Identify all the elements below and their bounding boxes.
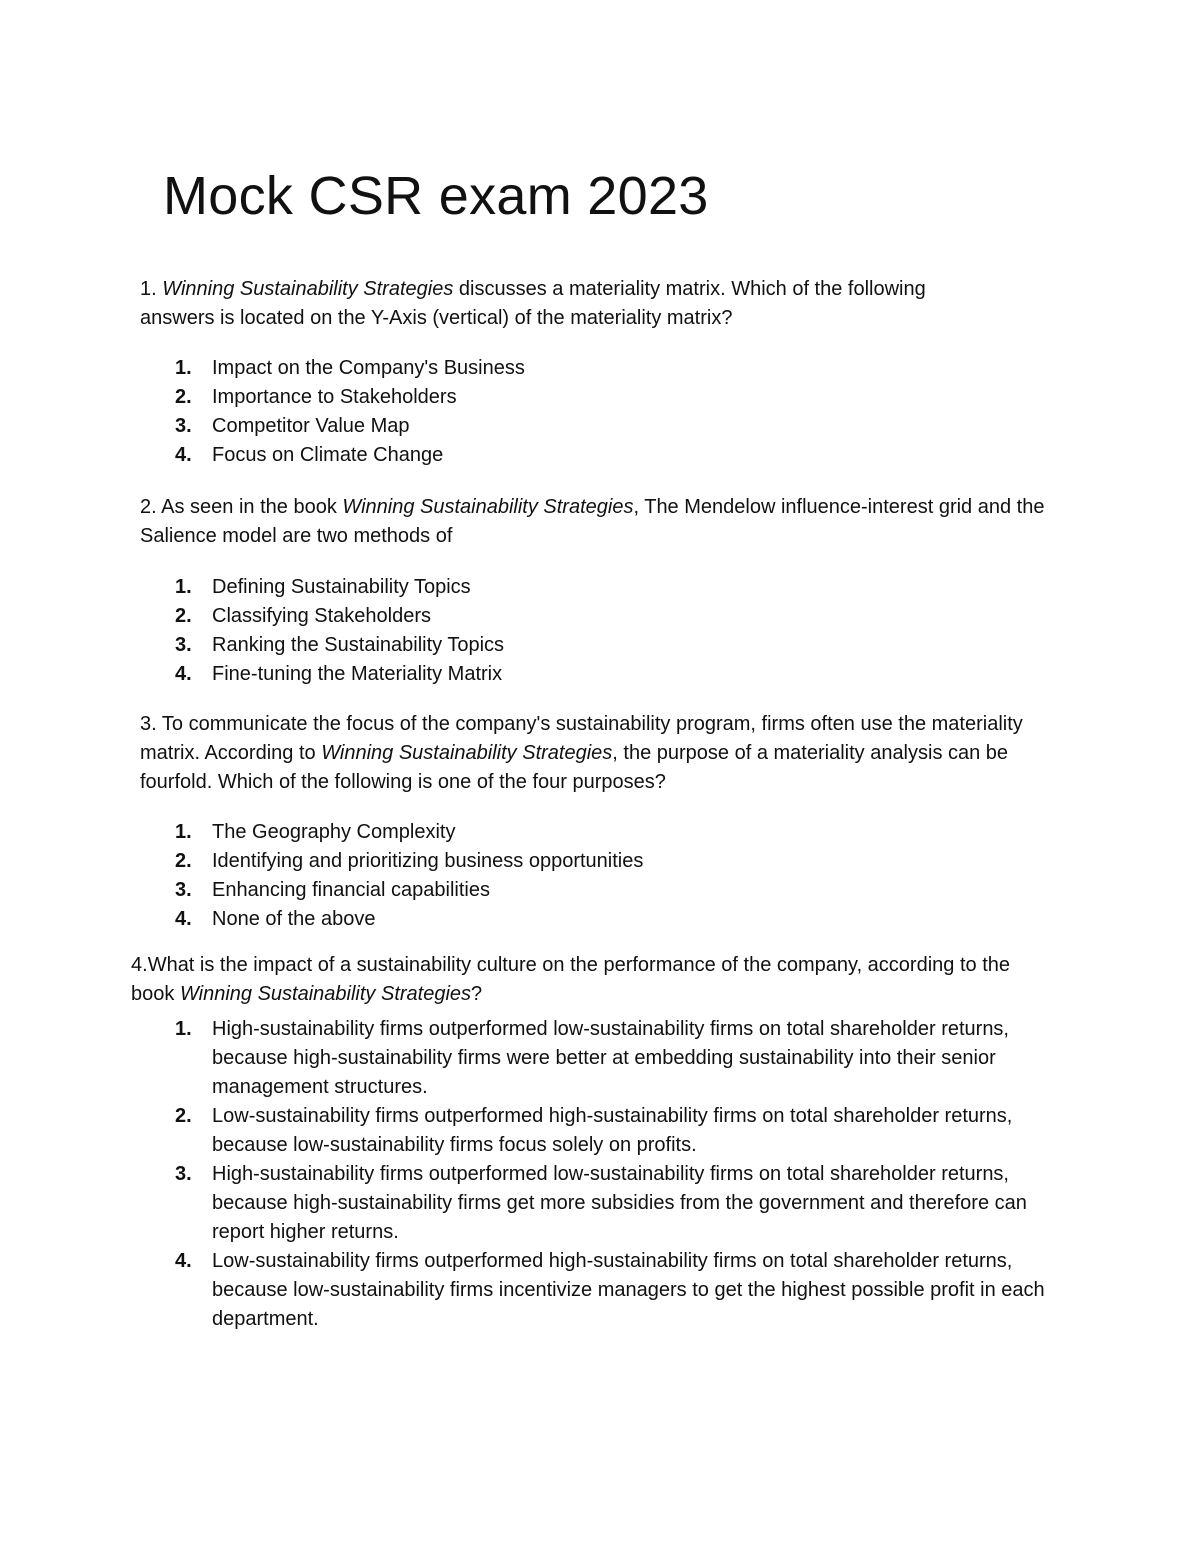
question-number: 1. — [140, 278, 157, 300]
option-text: High-sustainability firms outperformed low-sustainability firms on total shareholder returns, because high-sustainability firms were better at embedding sustainability into their senior management structures. — [212, 1018, 1009, 1098]
option-number: 1. — [175, 576, 192, 598]
option-item — [175, 354, 1055, 383]
option-number: 2. — [175, 386, 192, 408]
option-number: 2. — [175, 1105, 192, 1127]
option-text: Competitor Value Map — [212, 415, 410, 437]
option-number: 3. — [175, 415, 192, 437]
book-title: Winning Sustainability Strategies — [342, 496, 634, 518]
question-3-options — [175, 818, 1055, 934]
question-4 — [131, 951, 1051, 1009]
option-number: 3. — [175, 1163, 192, 1185]
book-title: Winning Sustainability Strategies — [321, 742, 613, 764]
question-1 — [140, 275, 940, 333]
option-text: High-sustainability firms outperformed low-sustainability firms on total shareholder returns, because high-sustainability firms get more subsidies from the government and therefore can report higher returns. — [212, 1163, 1027, 1243]
question-4-options — [175, 1015, 1055, 1334]
option-item — [175, 383, 1055, 412]
question-text-before: To communicate the focus of the company's sustainability program, firms often use the materiality matrix. According to — [140, 713, 1023, 764]
question-text: , the purpose of a materiality analysis can be fourfold. Which of the following is one of the four purposes? — [140, 742, 1009, 793]
option-number: 4. — [175, 1250, 192, 1272]
option-item — [175, 1102, 1055, 1160]
option-text: Classifying Stakeholders — [212, 605, 431, 627]
option-text: Low-sustainability firms outperformed high-sustainability firms on total shareholder returns, because low-sustainability firms focus solely on profits. — [212, 1105, 1013, 1156]
option-item — [175, 1160, 1055, 1247]
option-item — [175, 905, 1055, 934]
page-title: Mock CSR exam 2023 — [163, 166, 709, 226]
option-item — [175, 441, 1055, 470]
option-text: Defining Sustainability Topics — [212, 576, 471, 598]
option-text: Importance to Stakeholders — [212, 386, 457, 408]
option-number: 2. — [175, 605, 192, 627]
question-text: discusses a materiality matrix. Which of the following answers is located on the Y-Axis (vertical) of the materiality matrix? — [140, 278, 926, 329]
option-number: 2. — [175, 850, 192, 872]
option-item — [175, 660, 1055, 689]
question-2-options — [175, 573, 1055, 689]
option-text: Ranking the Sustainability Topics — [212, 634, 505, 656]
option-text: Low-sustainability firms outperformed high-sustainability firms on total shareholder returns, because low-sustainability firms incentivize managers to get the highest possible profit in each department. — [212, 1250, 1045, 1330]
question-1-options — [175, 354, 1055, 470]
option-number: 1. — [175, 821, 192, 843]
option-item — [175, 1015, 1055, 1102]
question-number: 2. — [140, 496, 157, 518]
option-number: 1. — [175, 1018, 192, 1040]
option-number: 3. — [175, 879, 192, 901]
option-item — [175, 573, 1055, 602]
option-number: 4. — [175, 444, 192, 466]
option-text: Impact on the Company's Business — [212, 357, 525, 379]
question-number: 4. — [131, 954, 148, 976]
question-number: 3. — [140, 713, 157, 735]
option-text: None of the above — [212, 908, 376, 930]
book-title: Winning Sustainability Strategies — [162, 278, 454, 300]
option-text: Fine-tuning the Materiality Matrix — [212, 663, 503, 685]
option-text: Focus on Climate Change — [212, 444, 444, 466]
option-number: 3. — [175, 634, 192, 656]
question-3 — [140, 710, 1060, 797]
book-title: Winning Sustainability Strategies — [179, 983, 472, 1005]
option-item — [175, 412, 1055, 441]
question-text-before: What is the impact of a sustainability culture on the performance of the company, according to the book — [131, 954, 1010, 1005]
question-text-before: As seen in the book — [161, 496, 343, 518]
question-text: ? — [471, 983, 483, 1005]
option-item — [175, 602, 1055, 631]
question-text: , The Mendelow influence-interest grid and the Salience model are two methods of — [140, 496, 1045, 547]
option-text: The Geography Complexity — [212, 821, 456, 843]
question-2 — [140, 493, 1070, 551]
option-item — [175, 818, 1055, 847]
option-text: Enhancing financial capabilities — [212, 879, 490, 901]
option-item — [175, 847, 1055, 876]
option-text: Identifying and prioritizing business opportunities — [212, 850, 644, 872]
option-item — [175, 876, 1055, 905]
option-number: 1. — [175, 357, 192, 379]
option-number: 4. — [175, 908, 192, 930]
option-number: 4. — [175, 663, 192, 685]
option-item — [175, 631, 1055, 660]
option-item — [175, 1247, 1055, 1334]
